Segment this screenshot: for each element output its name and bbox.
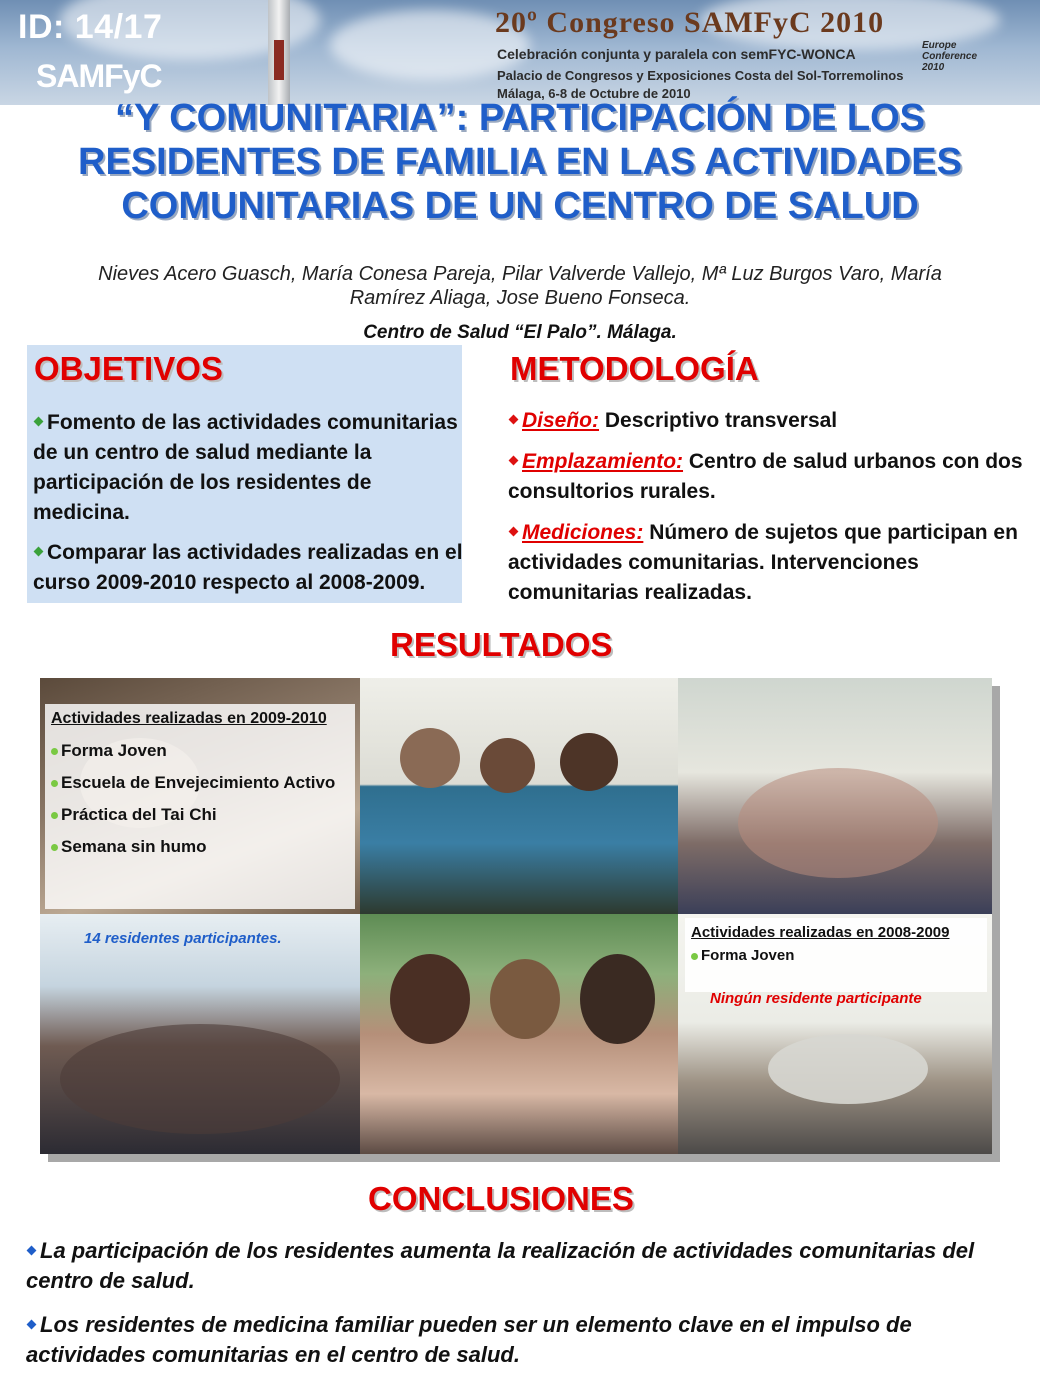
conclusion-item: Los residentes de medicina familiar pueden ser un elemento clave en el impulso de actividades comunitarias en el centro de salud. — [26, 1312, 912, 1367]
methodology-heading: METODOLOGÍA — [510, 350, 759, 387]
poster-id: ID: 14/17 — [18, 8, 163, 46]
samfyc-logo: SAMFyC — [36, 58, 162, 94]
activity-item: Forma Joven — [691, 946, 981, 966]
photo-detail — [738, 768, 938, 878]
residents-2009-note: 14 residentes participantes. — [84, 930, 282, 947]
activities-2009-panel — [45, 704, 355, 909]
photo-detail — [390, 954, 470, 1044]
photo-detail — [490, 959, 560, 1039]
objective-item: Comparar las actividades realizadas en el curso 2009-2010 respecto al 2008-2009. — [33, 541, 463, 594]
green-bullet-icon — [51, 844, 58, 851]
results-photo-collage — [40, 678, 992, 1154]
methodology-item: Mediciones: Número de sujetos que participan en actividades comunitarias. Intervenciones comunitarias realizadas. — [508, 521, 1018, 604]
activities-2008-title: Actividades realizadas en 2008-2009 — [691, 924, 950, 941]
results-heading: RESULTADOS — [390, 626, 613, 663]
diamond-bullet-icon — [34, 417, 44, 427]
diamond-bullet-icon — [27, 1245, 37, 1255]
photo-spirometry-girls — [360, 914, 678, 1154]
congress-line-3: Málaga, 6-8 de Octubre de 2010 — [497, 86, 691, 101]
methodology-item: Emplazamiento: Centro de salud urbanos con dos consultorios rurales. — [508, 450, 1023, 503]
health-center: Centro de Salud “El Palo”. Málaga. — [363, 322, 677, 343]
objectives-list — [33, 408, 463, 608]
photo-detail — [60, 1024, 340, 1134]
green-bullet-icon — [51, 748, 58, 755]
methodology-list — [508, 406, 1028, 619]
conclusions-heading: CONCLUSIONES — [368, 1180, 634, 1217]
diamond-bullet-icon — [509, 527, 519, 537]
activity-item: Escuela de Envejecimiento Activo — [51, 771, 349, 794]
lighthouse-tower — [268, 0, 290, 105]
header-banner — [0, 0, 1040, 105]
residents-2008-note: Ningún residente participante — [710, 990, 922, 1007]
activities-2009-title: Actividades realizadas en 2009-2010 — [51, 710, 327, 727]
photo-youth-session — [360, 678, 678, 914]
activity-item: Práctica del Tai Chi — [51, 803, 349, 826]
activity-item: Forma Joven — [51, 739, 349, 762]
objective-item: Fomento de las actividades comunitarias de un centro de salud mediante la participación de los residentes de medicina. — [33, 411, 458, 524]
photo-detail — [580, 954, 655, 1044]
photo-detail — [400, 728, 460, 788]
congress-title: 20º Congreso SAMFyC 2010 — [495, 6, 885, 39]
diamond-bullet-icon — [27, 1319, 37, 1329]
diamond-bullet-icon — [509, 456, 519, 466]
photo-detail — [768, 1034, 928, 1104]
authors: Nieves Acero Guasch, María Conesa Pareja, Pilar Valverde Vallejo, Mª Luz Burgos Varo, María Ramírez Aliaga, Jose Bueno Fonseca. — [98, 263, 942, 309]
conclusions-list — [26, 1236, 1016, 1384]
congress-line-1: Celebración conjunta y paralela con semFYC-WONCA — [497, 46, 856, 62]
diamond-bullet-icon — [34, 547, 44, 557]
photo-detail — [480, 738, 535, 793]
green-bullet-icon — [691, 953, 698, 960]
photo-detail — [560, 733, 618, 791]
objectives-heading: OBJETIVOS — [34, 350, 223, 387]
photo-children-group — [678, 678, 992, 914]
green-bullet-icon — [51, 812, 58, 819]
activities-2008-panel — [685, 918, 987, 992]
photo-elderly-audience — [40, 914, 360, 1154]
europe-conference: Europe Conference 2010 — [922, 40, 978, 73]
poster-title: “Y COMUNITARIA”: PARTICIPACIÓN DE LOS RESIDENTES DE FAMILIA EN LAS ACTIVIDADES COMUNITARIAS DE UN CENTRO DE SALUD — [78, 97, 962, 227]
congress-line-2: Palacio de Congresos y Exposiciones Costa del Sol-Torremolinos — [497, 68, 904, 83]
green-bullet-icon — [51, 780, 58, 787]
conclusion-item: La participación de los residentes aumenta la realización de actividades comunitarias del centro de salud. — [26, 1238, 975, 1293]
activity-item: Semana sin humo — [51, 835, 349, 858]
methodology-item: Diseño: Descriptivo transversal — [508, 406, 1028, 436]
diamond-bullet-icon — [509, 415, 519, 425]
